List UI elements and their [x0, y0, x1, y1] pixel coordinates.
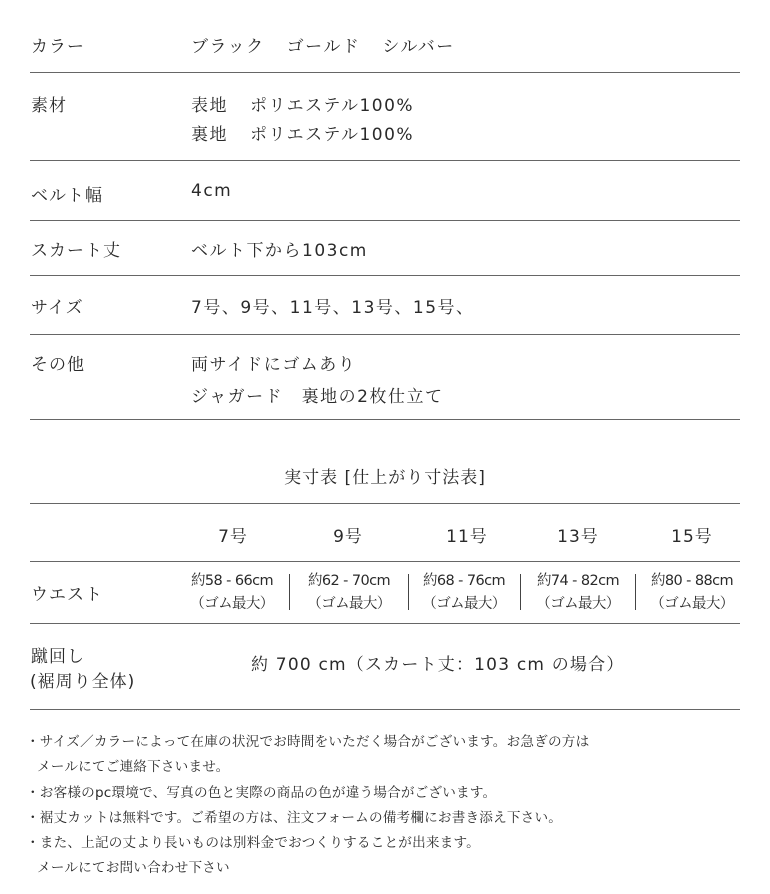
waist-cell — [635, 570, 749, 616]
waist-cell — [175, 570, 289, 616]
color-values — [191, 32, 455, 57]
column-divider — [289, 574, 290, 610]
material-label: 素材 — [31, 96, 67, 116]
note-line: ・お客様のpc環境で、写真の色と実際の商品の色が違う場合がございます。 — [26, 785, 497, 801]
row-divider — [30, 561, 740, 562]
note-line: ・また、上記の丈より長いものは別料金でおつくりすることが出来ます。 — [26, 835, 480, 851]
waist-range: 約58 - 66cm — [191, 573, 273, 589]
waist-note: （ゴム最大） — [190, 596, 274, 612]
color-label: カラー — [31, 37, 85, 57]
column-header: 9号 — [333, 527, 363, 547]
note-line: メールにてご連絡下さいませ。 — [37, 759, 230, 775]
row-divider — [30, 220, 740, 221]
size-label: サイズ — [31, 298, 84, 318]
row-divider — [30, 419, 740, 420]
skirt-length-label: スカート丈 — [31, 241, 121, 261]
row-divider — [30, 503, 740, 504]
waist-range: 約74 - 82cm — [537, 573, 619, 589]
row-divider — [30, 334, 740, 335]
row-divider — [30, 623, 740, 624]
material-text: ポリエステル100% — [250, 96, 415, 116]
belt-width-label: ベルト幅 — [31, 186, 103, 206]
material-part: 裏地 — [191, 125, 228, 145]
note-line: メールにてお問い合わせ下さい — [37, 860, 230, 876]
waist-cell — [521, 570, 635, 616]
color-option: ゴールド — [286, 37, 361, 57]
column-header: 15号 — [671, 527, 713, 547]
waist-note: （ゴム最大） — [536, 596, 620, 612]
color-option: シルバー — [382, 37, 455, 57]
size-table-title: 実寸表 [仕上がり寸法表] — [284, 468, 486, 488]
column-header: 11号 — [446, 527, 488, 547]
other-line: ジャガード 裏地の2枚仕立て — [191, 387, 444, 407]
skirt-length-value: ベルト下から103cm — [191, 241, 368, 261]
waist-range: 約68 - 76cm — [423, 573, 505, 589]
waist-range: 約62 - 70cm — [308, 573, 390, 589]
waist-cell — [292, 570, 406, 616]
hem-label: 蹴回し — [31, 647, 85, 667]
hem-label-sub: (裾周り全体) — [30, 672, 136, 692]
belt-width-value: 4cm — [191, 181, 233, 201]
other-line: 両サイドにゴムあり — [191, 355, 357, 375]
waist-label: ウエスト — [31, 585, 103, 605]
material-part: 表地 — [191, 96, 228, 116]
waist-cell — [407, 570, 521, 616]
material-line — [191, 91, 414, 116]
row-divider — [30, 275, 740, 276]
row-divider — [30, 709, 740, 710]
row-divider — [30, 72, 740, 73]
size-value: 7号、9号、11号、13号、15号、 — [191, 298, 475, 318]
column-header: 7号 — [218, 527, 248, 547]
row-divider — [30, 160, 740, 161]
color-option: ブラック — [191, 37, 265, 57]
other-label: その他 — [31, 355, 85, 375]
waist-range: 約80 - 88cm — [651, 573, 733, 589]
material-line — [191, 120, 414, 145]
note-line: ・サイズ／カラーによって在庫の状況でお時間をいただく場合がございます。お急ぎの方は — [26, 734, 590, 750]
note-line: ・裾丈カットは無料です。ご希望の方は、注文フォームの備考欄にお書き添え下さい。 — [26, 810, 563, 826]
hem-value: 約 700 cm（スカート丈：103 cm の場合） — [251, 655, 625, 675]
column-header: 13号 — [557, 527, 599, 547]
waist-note: （ゴム最大） — [422, 596, 506, 612]
material-text: ポリエステル100% — [250, 125, 415, 145]
waist-note: （ゴム最大） — [650, 596, 734, 612]
waist-note: （ゴム最大） — [307, 596, 391, 612]
